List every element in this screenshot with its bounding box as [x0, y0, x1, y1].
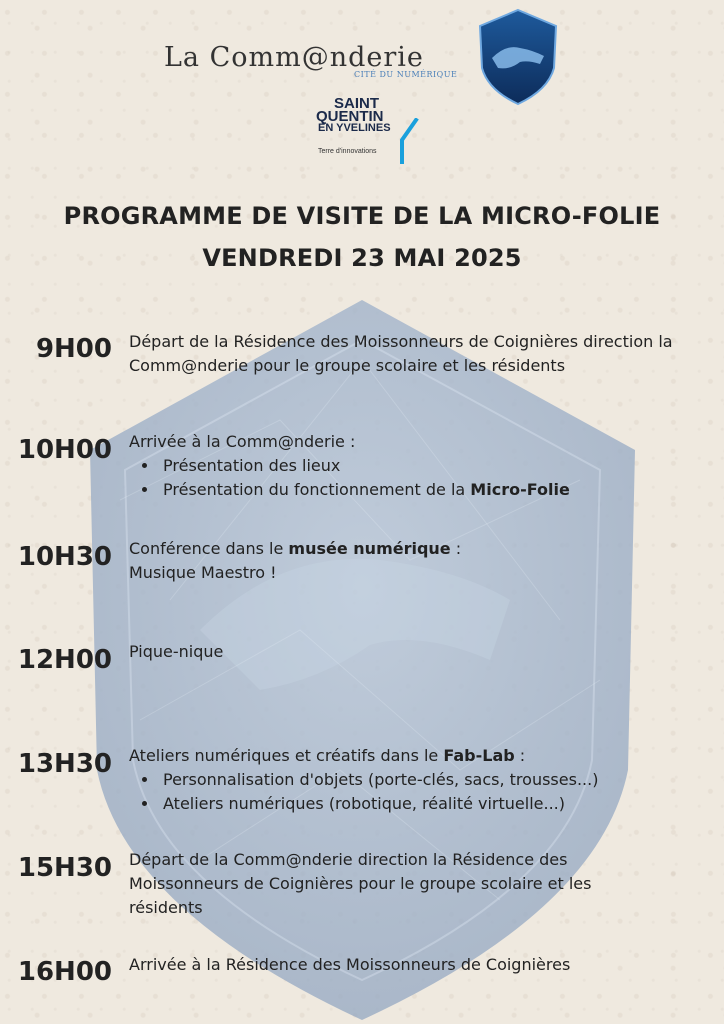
logo-subtitle: CITÉ DU NUMÉRIQUE — [354, 70, 458, 79]
page-date: VENDREDI 23 MAI 2025 — [202, 244, 522, 272]
schedule-bullet: • Personnalisation d'objets (porte-clés, sacs, trousses...) — [159, 768, 709, 792]
schedule-time: 12H00 — [17, 645, 112, 675]
schedule-text — [129, 430, 709, 502]
schedule-bullet: • Présentation des lieux — [159, 454, 709, 478]
schedule-time: 10H00 — [17, 435, 112, 465]
partner-line2: QUENTIN — [316, 108, 384, 125]
schedule-description: Arrivée à la Résidence des Moissonneurs de Coignières — [129, 955, 571, 974]
page-title: PROGRAMME DE VISITE DE LA MICRO-FOLIE — [63, 202, 661, 230]
schedule-text — [129, 953, 709, 977]
schedule-line: Conférence dans le musée numérique : — [129, 539, 462, 558]
shield-badge-icon — [476, 8, 560, 106]
schedule-text — [129, 330, 709, 378]
schedule-text — [129, 848, 609, 920]
schedule-intro: Arrivée à la Comm@nderie : — [129, 432, 356, 451]
logo-saint-quentin — [308, 96, 423, 164]
schedule-time: 10H30 — [17, 542, 112, 572]
partner-line1: SAINT — [334, 95, 379, 112]
partner-tagline: Terre d'innovations — [318, 148, 377, 155]
schedule-description: Départ de la Résidence des Moissonneurs de Coignières direction la Comm@nderie pour le groupe scolaire et les résidents — [129, 332, 673, 375]
schedule-text — [129, 744, 709, 816]
slash-mark-icon — [392, 118, 420, 164]
schedule-time: 16H00 — [17, 957, 112, 987]
logo-text: La Comm@nderie — [164, 42, 424, 73]
schedule-bullet: • Présentation du fonctionnement de la Micro-Folie — [159, 478, 709, 502]
schedule-time: 15H30 — [17, 853, 112, 883]
schedule-description: Départ de la Comm@nderie direction la Résidence des Moissonneurs de Coignières pour le groupe scolaire et les résidents — [129, 850, 592, 917]
schedule-line: Musique Maestro ! — [129, 563, 277, 582]
schedule-description: Pique-nique — [129, 642, 224, 661]
schedule-time: 13H30 — [17, 749, 112, 779]
schedule-time: 9H00 — [35, 334, 112, 364]
schedule-bullet: • Ateliers numériques (robotique, réalité virtuelle...) — [159, 792, 709, 816]
partner-line3: EN YVELINES — [318, 122, 391, 134]
schedule-text — [129, 537, 709, 585]
schedule-intro: Ateliers numériques et créatifs dans le Fab-Lab : — [129, 746, 526, 765]
schedule-text — [129, 640, 709, 664]
